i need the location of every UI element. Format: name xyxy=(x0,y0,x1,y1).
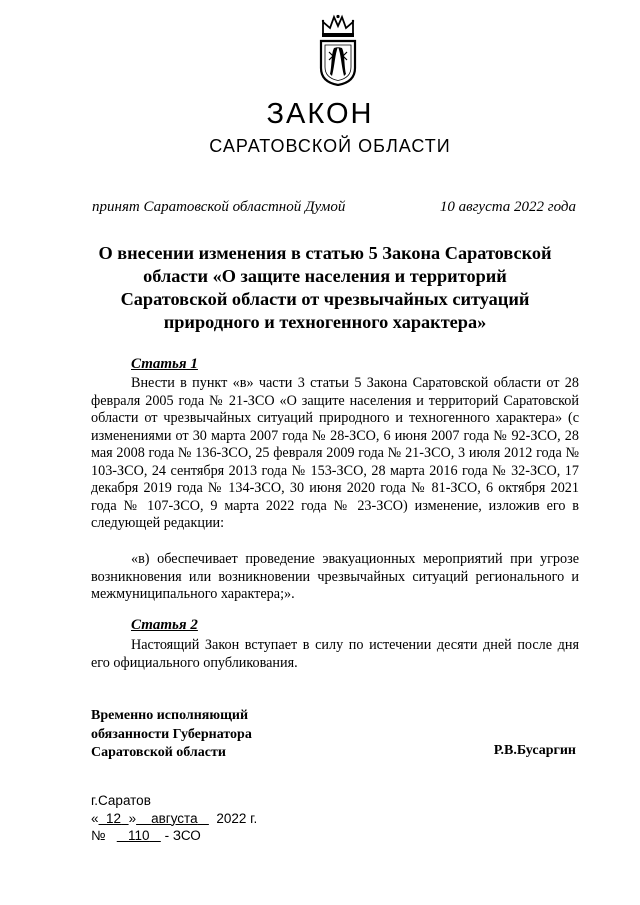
article-1-quote xyxy=(91,551,579,604)
article-1-text xyxy=(91,375,579,533)
signing-year: 2022 г. xyxy=(216,810,258,826)
law-number-value: 110 xyxy=(128,828,150,843)
law-number xyxy=(91,827,257,845)
article-2-label: Статья 2 xyxy=(131,617,198,633)
article-1-label: Статья 1 xyxy=(131,356,198,372)
article-1-quote-text: «в) обеспечивает проведение эвакуационных мероприятий при угрозе возникновения или возникновении чрезвычайных ситуаций регионального и межмуниципального характера;». xyxy=(91,551,579,602)
saratov-coat-of-arms-icon xyxy=(317,14,359,86)
signer-position-line-2: обязанности Губернатора xyxy=(91,726,252,742)
adopted-by: принят Саратовской областной Думой xyxy=(92,199,346,215)
signing-date xyxy=(91,810,257,828)
law-number-suffix: - ЗСО xyxy=(164,828,201,843)
law-title: ЗАКОН xyxy=(266,98,374,130)
adoption-date: 10 августа 2022 года xyxy=(439,199,576,215)
date-close-quote: » xyxy=(128,810,137,826)
date-open-quote: « xyxy=(91,810,99,826)
article-2-text xyxy=(91,637,579,672)
signer-position-line-1: Временно исполняющий xyxy=(91,708,249,723)
article-2-body: Настоящий Закон вступает в силу по истечении десяти дней после дня его официального опубликования. xyxy=(91,637,579,671)
signing-city: г.Саратов xyxy=(91,793,151,808)
region-title: САРАТОВСКОЙ ОБЛАСТИ xyxy=(209,136,451,156)
signer-position-line-3: Саратовской области xyxy=(91,745,226,760)
signer-name: Р.В.Бусаргин xyxy=(493,743,576,758)
article-1-body: Внести в пункт «в» части 3 статьи 5 Закона Саратовской области от 28 февраля 2005 года № 21-ЗСО «О защите населения и территорий Саратовской области от чрезвычайных ситуаций природного и техногенного характера» (с изменениями от 30 марта 2007 года № 28-ЗСО, 6 июня 2007 года № 92-ЗСО, 28 мая 2008 года № 136-ЗСО, 25 февраля 2009 года № 21-ЗСО, 3 июля 2012 года № 103-ЗСО, 24 сентября 2013 года № 153-ЗСО, 28 марта 2016 года № 32-ЗСО, 17 декабря 2019 года № 134-ЗСО, 30 июня 2020 года № 81-ЗСО, 6 октября 2021 года № 107-ЗСО, 9 марта 2022 года № 23-ЗСО) изменение, изложив его в следующей редакции: xyxy=(91,375,579,531)
signing-month: августа xyxy=(151,810,198,826)
number-sign: № xyxy=(91,828,106,843)
signer-position xyxy=(91,707,252,763)
signing-day: 12 xyxy=(106,810,122,826)
document-title: О внесении изменения в статью 5 Закона Саратовской области «О защите населения и территорий Саратовской области от чрезвычайных ситуаций природного и техногенного характера» xyxy=(98,243,552,332)
signing-details xyxy=(91,792,257,845)
